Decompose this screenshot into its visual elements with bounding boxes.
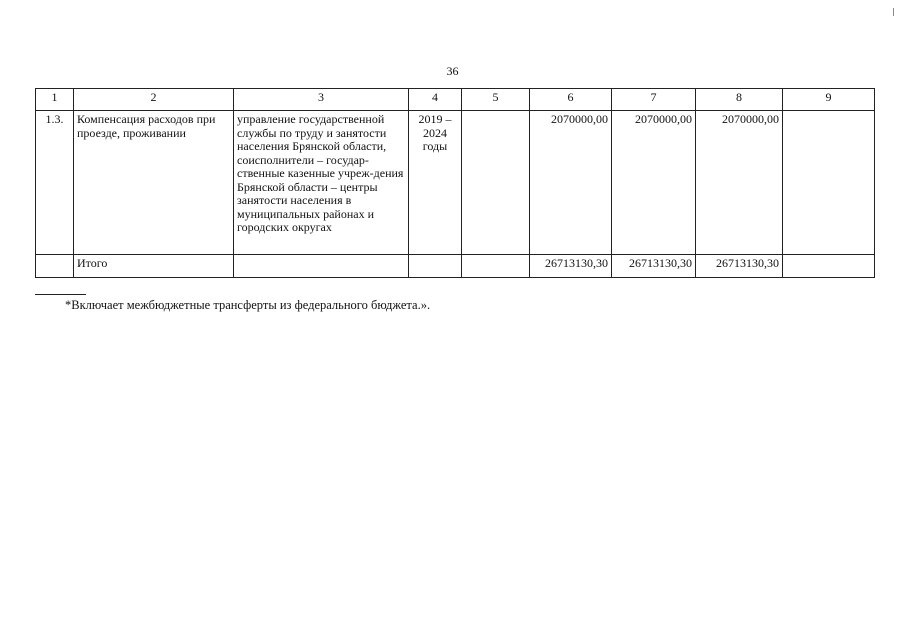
total-amount-col6: 26713130,30 xyxy=(530,255,612,278)
total-row xyxy=(36,255,875,278)
total-col9 xyxy=(783,255,875,278)
total-col5 xyxy=(462,255,530,278)
scan-mark xyxy=(893,8,894,16)
header-cell-3: 3 xyxy=(234,89,409,111)
table-header-row xyxy=(36,89,875,111)
amount-col6: 2070000,00 xyxy=(530,111,612,255)
header-cell-9: 9 xyxy=(783,89,875,111)
page-number: 36 xyxy=(446,64,459,78)
header-cell-2: 2 xyxy=(74,89,234,111)
period-cell: 2019 – 2024 годы xyxy=(409,111,462,255)
total-col4 xyxy=(409,255,462,278)
footnote-text: *Включает межбюджетные трансферты из федерального бюджета.». xyxy=(65,298,431,312)
amount-col8: 2070000,00 xyxy=(696,111,783,255)
row-number: 1.3. xyxy=(36,111,74,255)
header-cell-4: 4 xyxy=(409,89,462,111)
table-row xyxy=(36,111,875,255)
header-cell-5: 5 xyxy=(462,89,530,111)
col9-cell xyxy=(783,111,875,255)
budget-table xyxy=(35,88,875,278)
total-amount-col8: 26713130,30 xyxy=(696,255,783,278)
col5-cell xyxy=(462,111,530,255)
footnote-divider xyxy=(35,294,86,295)
header-cell-7: 7 xyxy=(612,89,696,111)
header-cell-6: 6 xyxy=(530,89,612,111)
amount-col7: 2070000,00 xyxy=(612,111,696,255)
total-label: Итого xyxy=(74,255,234,278)
total-number-cell xyxy=(36,255,74,278)
measure-name: Компенсация расходов при проезде, проживании xyxy=(74,111,234,255)
header-cell-1: 1 xyxy=(36,89,74,111)
header-cell-8: 8 xyxy=(696,89,783,111)
total-col3 xyxy=(234,255,409,278)
executor-cell: управление государственной службы по труду и занятости населения Брянской области, соисполнители – государ-ственные казенные учреж-дения Брянской области – центры занятости населения в муниципальных районах и городских округах xyxy=(234,111,409,255)
total-amount-col7: 26713130,30 xyxy=(612,255,696,278)
